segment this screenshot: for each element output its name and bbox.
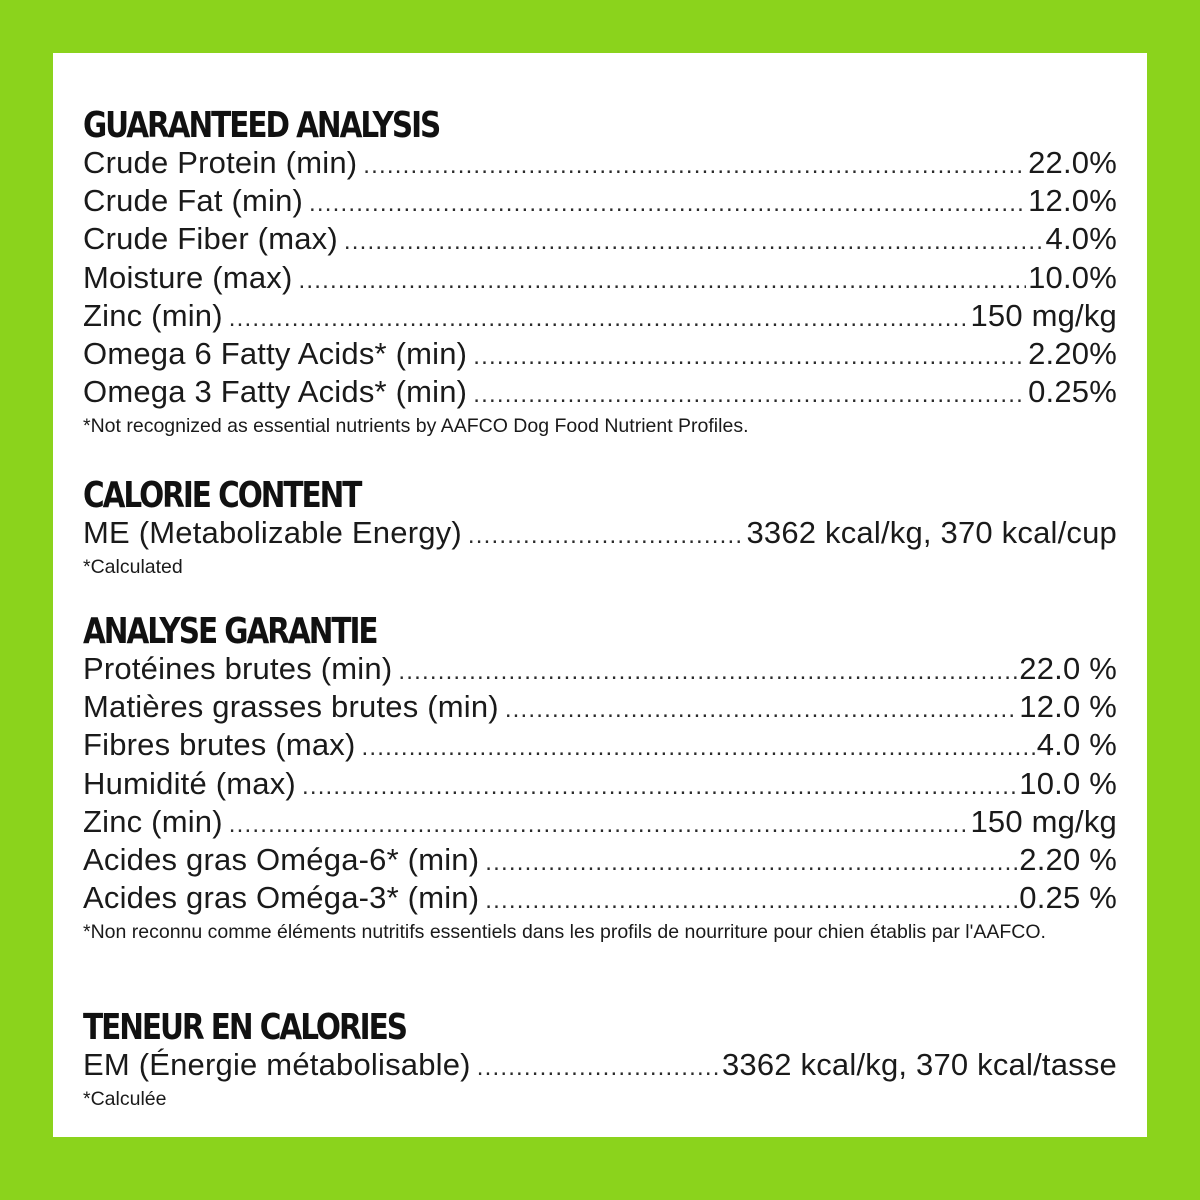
row-label: Protéines brutes (min) [83,651,393,686]
analysis-row [83,726,1117,764]
section-heading: CALORIE CONTENT [83,475,361,516]
row-label: Omega 6 Fatty Acids* (min) [83,335,468,371]
row-value: 3362 kcal/kg, 370 kcal/tasse [721,1047,1117,1082]
dot-leader [344,223,1044,258]
dot-leader [229,806,969,841]
row-value: 10.0 % [1019,765,1117,801]
row-label: Acides gras Oméga-6* (min) [83,841,480,877]
guaranteed-analysis-section [83,105,1117,441]
row-label: Acides gras Oméga-3* (min) [83,880,480,916]
row-label: Fibres brutes (max) [83,727,356,763]
row-label: Humidité (max) [83,765,296,801]
dot-leader [473,376,1026,411]
dot-leader [309,185,1026,220]
dot-leader [299,262,1027,297]
row-value: 0.25% [1028,374,1117,410]
row-value: 3362 kcal/kg, 370 kcal/cup [746,515,1117,550]
row-value: 2.20 % [1019,841,1117,877]
analysis-rows [83,650,1117,917]
row-label: Omega 3 Fatty Acids* (min) [83,374,468,410]
analysis-row [83,688,1117,726]
dot-leader [505,691,1017,726]
dot-leader [473,338,1026,373]
dot-leader [362,729,1035,764]
calorie-row [83,1046,1117,1084]
analysis-row [83,182,1117,220]
row-value: 0.25 % [1019,880,1117,916]
analysis-row [83,841,1117,879]
analyse-garantie-section [83,611,1117,947]
analysis-row [83,879,1117,917]
row-value: 10.0% [1028,259,1117,295]
row-label: Crude Fiber (max) [83,221,338,257]
row-value: 150 mg/kg [970,803,1117,839]
footnote: *Non reconnu comme éléments nutritifs essentiels dans les profils de nourriture pour chien établis par l'AAFCO. [83,921,1046,944]
dot-leader [485,882,1017,917]
footnote: *Calculated [83,556,183,579]
analysis-row [83,765,1117,803]
footnote: *Calculée [83,1088,167,1111]
row-label: ME (Metabolizable Energy) [83,515,462,550]
row-value: 12.0% [1028,183,1117,219]
row-value: 4.0% [1045,221,1117,257]
analysis-row [83,259,1117,297]
dot-leader [229,300,969,335]
row-value: 4.0 % [1036,727,1117,763]
dot-leader [363,147,1026,182]
analysis-row [83,650,1117,688]
row-value: 150 mg/kg [970,297,1117,333]
analysis-row [83,335,1117,373]
analysis-row [83,220,1117,258]
row-label: EM (Énergie métabolisable) [83,1047,471,1082]
dot-leader [302,768,1017,803]
label-panel [53,53,1147,1137]
section-heading: GUARANTEED ANALYSIS [83,105,440,146]
analysis-row [83,297,1117,335]
row-label: Matières grasses brutes (min) [83,689,499,725]
row-value: 2.20% [1028,335,1117,371]
row-label: Crude Protein (min) [83,145,358,180]
row-label: Zinc (min) [83,803,223,839]
row-value: 22.0 % [1019,651,1117,686]
analysis-row [83,803,1117,841]
calorie-content-section [83,475,1117,582]
row-label: Zinc (min) [83,297,223,333]
section-heading: TENEUR EN CALORIES [83,1007,406,1048]
calorie-row [83,514,1117,552]
row-value: 12.0 % [1019,689,1117,725]
dot-leader [468,517,745,552]
dot-leader [477,1049,720,1084]
row-label: Moisture (max) [83,259,293,295]
analysis-row [83,144,1117,182]
row-value: 22.0% [1028,145,1117,180]
footnote: *Not recognized as essential nutrients by AAFCO Dog Food Nutrient Profiles. [83,415,749,438]
analysis-row [83,373,1117,411]
section-heading: ANALYSE GARANTIE [83,611,377,652]
analysis-rows [83,144,1117,411]
row-label: Crude Fat (min) [83,183,304,219]
dot-leader [485,844,1017,879]
teneur-en-calories-section [83,1007,1117,1114]
dot-leader [398,653,1017,688]
